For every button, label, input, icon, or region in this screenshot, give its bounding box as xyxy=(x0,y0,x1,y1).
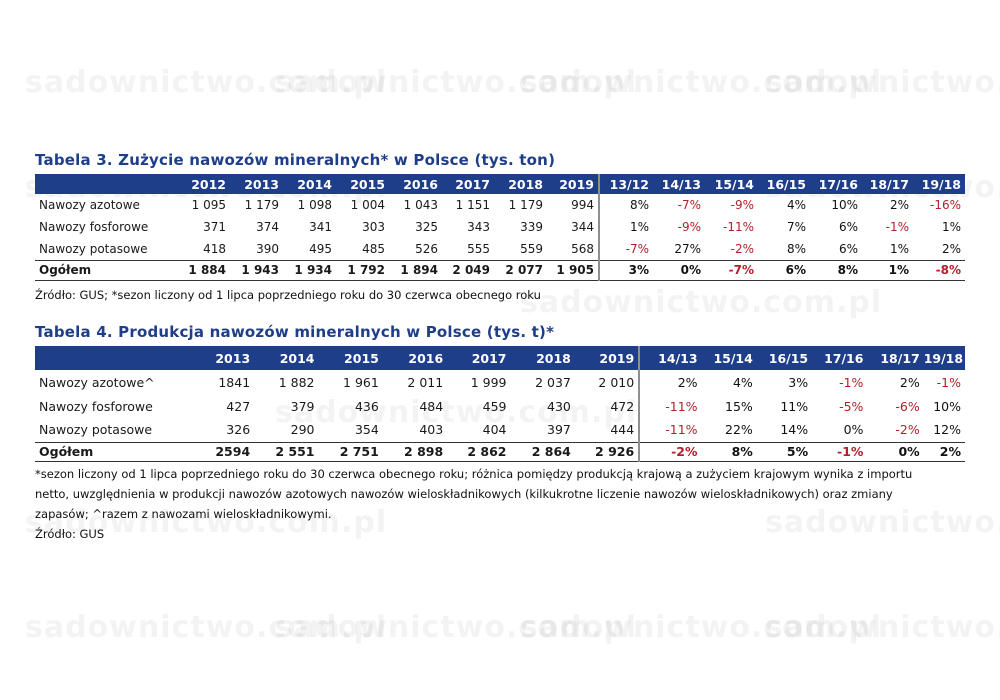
value-cell: 1 943 xyxy=(230,260,283,280)
value-cell: 1 095 xyxy=(191,198,226,212)
change-cell: 12% xyxy=(933,422,961,438)
change-cell: 1% xyxy=(889,241,909,256)
header-cell: 2017 xyxy=(471,350,507,366)
change-cell: 0% xyxy=(653,260,705,280)
table-row xyxy=(35,216,965,238)
value-cell: 1 894 xyxy=(389,260,442,280)
value-cell: 1 179 xyxy=(244,198,279,212)
change-cell: -2% xyxy=(730,241,754,256)
table3-source: Źródło: GUS; *sezon liczony od 1 lipca poprzedniego roku do 30 czerwca obecnego roku xyxy=(35,288,541,302)
header-cell: 16/15 xyxy=(768,350,809,366)
row-label: Nawozy azotowe xyxy=(39,198,140,212)
value-cell: 1 882 xyxy=(278,374,315,390)
change-cell: -9% xyxy=(677,220,701,234)
watermark xyxy=(765,610,1000,645)
change-cell: -6% xyxy=(895,398,920,414)
change-cell: 14% xyxy=(780,422,809,438)
value-cell: 344 xyxy=(571,220,594,234)
change-cell: 2% xyxy=(639,370,701,394)
change-cell: 15% xyxy=(725,398,753,414)
header-cell: 2018 xyxy=(536,350,571,366)
header-cell: 17/16 xyxy=(818,176,858,192)
change-cell: 2% xyxy=(899,374,920,390)
value-cell: 397 xyxy=(547,422,571,438)
value-cell: 444 xyxy=(610,422,635,438)
change-cell: -1% xyxy=(839,374,864,390)
change-cell: 4% xyxy=(732,374,753,390)
value-cell: 404 xyxy=(482,422,507,438)
change-cell: 11% xyxy=(780,398,809,414)
header-cell: 2016 xyxy=(408,350,444,366)
value-cell: 1 999 xyxy=(470,374,507,390)
value-cell: 555 xyxy=(467,241,490,256)
value-cell: 371 xyxy=(203,220,226,234)
table4-note-line: netto, uwzględnienia w produkcji nawozów azotowych nawozów wieloskładnikowych (kilkukrotne liczenie nawozów wieloskładnikowych) oraz zmiany xyxy=(35,487,893,501)
change-cell: -16% xyxy=(929,198,961,212)
change-cell: 27% xyxy=(674,241,701,256)
value-cell: 2 864 xyxy=(511,442,575,461)
change-cell: 8% xyxy=(599,194,653,216)
value-cell: 1 179 xyxy=(508,198,543,212)
row-label: Ogółem xyxy=(35,260,180,280)
header-cell: 2013 xyxy=(215,350,251,366)
watermark xyxy=(25,610,387,645)
change-cell: -2% xyxy=(639,442,701,461)
change-cell: 8% xyxy=(786,241,806,256)
value-cell: 559 xyxy=(520,241,543,256)
watermark xyxy=(25,65,387,100)
change-cell: 10% xyxy=(831,198,858,212)
header-cell: 2017 xyxy=(455,176,490,192)
change-cell: -7% xyxy=(705,260,758,280)
change-cell: -11% xyxy=(639,418,701,442)
value-cell: 1841 xyxy=(218,374,251,390)
header-cell: 15/14 xyxy=(714,176,754,192)
header-cell: 2014 xyxy=(279,350,315,366)
header-label-cell xyxy=(35,174,180,194)
value-cell: 339 xyxy=(520,220,543,234)
change-cell: 2% xyxy=(924,442,965,461)
table-row xyxy=(35,370,965,394)
value-cell: 472 xyxy=(610,398,635,414)
header-cell: 17/16 xyxy=(824,350,864,366)
table3-header-row xyxy=(35,174,965,194)
value-cell: 436 xyxy=(354,398,379,414)
row-label: Nawozy potasowe xyxy=(39,422,153,438)
header-cell: 19/18 xyxy=(923,350,964,366)
value-cell: 1 961 xyxy=(343,374,379,390)
change-cell: 0% xyxy=(843,422,864,438)
table-row xyxy=(35,418,965,442)
value-cell: 1 934 xyxy=(283,260,336,280)
change-cell: -9% xyxy=(730,198,754,212)
value-cell: 495 xyxy=(309,241,332,256)
value-cell: 2 751 xyxy=(319,442,383,461)
change-cell: -7% xyxy=(677,198,701,212)
change-cell: 8% xyxy=(702,442,757,461)
row-label: Nawozy azotowe^ xyxy=(39,374,155,390)
table4-notes xyxy=(35,464,965,544)
value-cell: 354 xyxy=(354,422,379,438)
header-cell: 18/17 xyxy=(880,350,920,366)
header-cell: 19/18 xyxy=(921,176,961,192)
change-cell: 4% xyxy=(786,198,806,212)
value-cell: 526 xyxy=(415,241,438,256)
header-cell: 2014 xyxy=(297,176,332,192)
table4 xyxy=(35,346,965,462)
change-cell: 6% xyxy=(758,260,810,280)
value-cell: 341 xyxy=(309,220,332,234)
value-cell: 484 xyxy=(419,398,444,414)
table4-note-line: *sezon liczony od 1 lipca poprzedniego roku do 30 czerwca obecnego roku; różnica pomiędzy produkcją krajową a zużyciem krajowym wynika z importu xyxy=(35,467,913,481)
value-cell: 430 xyxy=(547,398,571,414)
watermark xyxy=(520,65,882,100)
change-cell: -7% xyxy=(599,238,653,260)
table4-note-line: zapasów; ^razem z nawozami wieloskładnikowymi. xyxy=(35,507,332,521)
value-cell: 418 xyxy=(203,241,226,256)
table-row xyxy=(35,238,965,260)
table-row xyxy=(35,260,965,280)
value-cell: 485 xyxy=(362,241,385,256)
row-label: Nawozy fosforowe xyxy=(39,220,149,234)
value-cell: 343 xyxy=(467,220,490,234)
value-cell: 2 011 xyxy=(407,374,444,390)
change-cell: 3% xyxy=(788,374,809,390)
table-row xyxy=(35,194,965,216)
header-cell: 15/14 xyxy=(713,350,753,366)
value-cell: 1 043 xyxy=(403,198,438,212)
change-cell: -1% xyxy=(885,220,909,234)
header-cell: 2012 xyxy=(191,176,226,192)
change-cell: 3% xyxy=(599,260,653,280)
table4-header-row xyxy=(35,346,965,370)
change-cell: 1% xyxy=(599,216,653,238)
change-cell: -2% xyxy=(895,422,920,438)
change-cell: 1% xyxy=(941,220,961,234)
value-cell: 2594 xyxy=(191,442,254,461)
value-cell: 1 905 xyxy=(547,260,599,280)
value-cell: 326 xyxy=(226,422,251,438)
change-cell: -8% xyxy=(913,260,965,280)
table4-body xyxy=(35,370,965,461)
table3 xyxy=(35,174,965,281)
header-cell: 18/17 xyxy=(869,176,909,192)
value-cell: 1 792 xyxy=(336,260,389,280)
header-cell: 2019 xyxy=(559,176,594,192)
change-cell: 10% xyxy=(933,398,961,414)
value-cell: 1 884 xyxy=(180,260,230,280)
table-row xyxy=(35,394,965,418)
change-cell: 6% xyxy=(838,241,858,256)
change-cell: 6% xyxy=(838,220,858,234)
table3-title: Tabela 3. Zużycie nawozów mineralnych* w Polsce (tys. ton) xyxy=(35,151,556,169)
value-cell: 568 xyxy=(571,241,594,256)
value-cell: 2 037 xyxy=(535,374,571,390)
change-cell: 8% xyxy=(810,260,862,280)
value-cell: 374 xyxy=(256,220,279,234)
header-cell: 2018 xyxy=(508,176,543,192)
value-cell: 2 898 xyxy=(383,442,447,461)
header-cell: 2016 xyxy=(403,176,438,192)
value-cell: 994 xyxy=(571,198,594,212)
watermark xyxy=(765,65,1000,100)
change-cell: -1% xyxy=(936,374,961,390)
change-cell: -5% xyxy=(839,398,864,414)
value-cell: 459 xyxy=(482,398,507,414)
value-cell: 2 077 xyxy=(494,260,547,280)
value-cell: 403 xyxy=(419,422,444,438)
table-row xyxy=(35,442,965,461)
header-cell: 2015 xyxy=(350,176,385,192)
value-cell: 290 xyxy=(290,422,315,438)
watermark xyxy=(520,285,882,320)
change-cell: 0% xyxy=(867,442,923,461)
row-label: Ogółem xyxy=(35,442,191,461)
change-cell: 2% xyxy=(941,241,961,256)
header-cell: 13/12 xyxy=(599,174,653,194)
header-cell: 14/13 xyxy=(661,176,701,192)
change-cell: -11% xyxy=(639,394,701,418)
header-label-cell xyxy=(35,346,191,370)
value-cell: 2 862 xyxy=(447,442,510,461)
value-cell: 427 xyxy=(226,398,251,414)
change-cell: 5% xyxy=(757,442,812,461)
header-cell: 2015 xyxy=(344,350,379,366)
header-cell: 16/15 xyxy=(766,176,806,192)
value-cell: 390 xyxy=(256,241,279,256)
change-cell: 7% xyxy=(786,220,806,234)
value-cell: 303 xyxy=(362,220,385,234)
header-cell: 2013 xyxy=(244,176,279,192)
change-cell: -1% xyxy=(812,442,867,461)
table4-title: Tabela 4. Produkcja nawozów mineralnych w Polsce (tys. t)* xyxy=(35,323,555,341)
value-cell: 325 xyxy=(415,220,438,234)
value-cell: 379 xyxy=(290,398,315,414)
change-cell: 22% xyxy=(725,422,753,438)
header-cell: 2019 xyxy=(599,350,635,366)
watermark xyxy=(275,610,637,645)
row-label: Nawozy fosforowe xyxy=(39,398,153,414)
watermark xyxy=(520,610,882,645)
row-label: Nawozy potasowe xyxy=(39,241,148,256)
table4-note-line: Źródło: GUS xyxy=(35,527,105,541)
change-cell: 2% xyxy=(889,198,909,212)
change-cell: -11% xyxy=(722,220,754,234)
value-cell: 2 049 xyxy=(442,260,494,280)
value-cell: 1 004 xyxy=(350,198,385,212)
value-cell: 2 551 xyxy=(254,442,318,461)
value-cell: 1 098 xyxy=(297,198,332,212)
value-cell: 2 010 xyxy=(598,374,635,390)
value-cell: 1 151 xyxy=(455,198,490,212)
table3-body xyxy=(35,194,965,280)
value-cell: 2 926 xyxy=(575,442,639,461)
header-cell: 14/13 xyxy=(639,346,701,370)
watermark xyxy=(275,65,637,100)
change-cell: 1% xyxy=(862,260,913,280)
